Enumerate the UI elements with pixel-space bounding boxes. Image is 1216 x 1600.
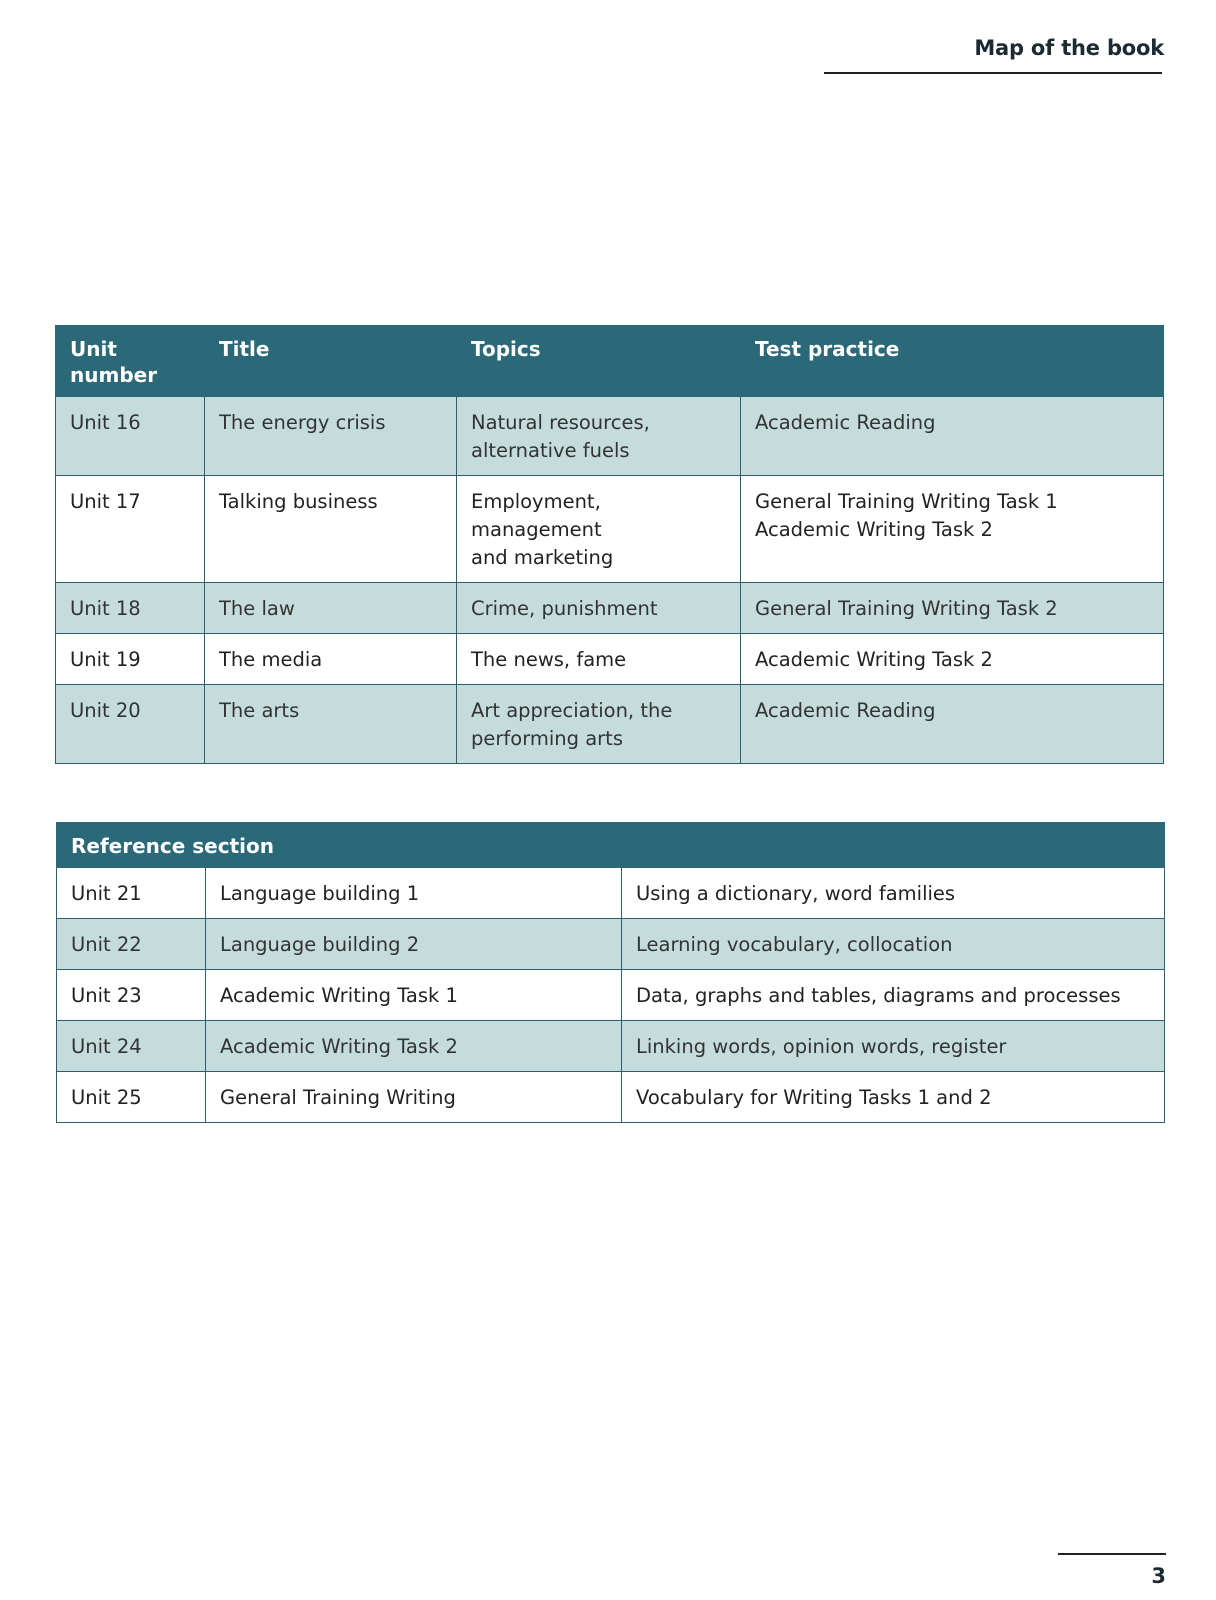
column-header-test-practice: Test practice — [741, 326, 1164, 397]
title-cell: The law — [205, 583, 457, 634]
unit-cell: Unit 18 — [56, 583, 205, 634]
reference-section-heading: Reference section — [57, 823, 1165, 868]
unit-cell: Unit 16 — [56, 397, 205, 476]
test-line: Academic Reading — [755, 699, 936, 722]
test-practice-cell — [741, 397, 1164, 476]
table-row — [56, 685, 1164, 764]
title-cell: The media — [205, 634, 457, 685]
unit-cell: Unit 24 — [57, 1021, 206, 1072]
table-row — [57, 970, 1165, 1021]
header-rule — [824, 72, 1162, 74]
title-cell: The energy crisis — [205, 397, 457, 476]
topics-line: alternative fuels — [471, 439, 630, 462]
topics-line: The news, fame — [471, 648, 627, 671]
table-row — [56, 397, 1164, 476]
unit-cell: Unit 19 — [56, 634, 205, 685]
column-header-unit-number: Unit number — [56, 326, 205, 397]
topics-line: Natural resources, — [471, 411, 650, 434]
topics-cell — [457, 583, 741, 634]
table-row — [57, 919, 1165, 970]
unit-cell: Unit 25 — [57, 1072, 206, 1123]
topics-cell — [457, 685, 741, 764]
title-cell: General Training Writing — [206, 1072, 622, 1123]
unit-cell: Unit 20 — [56, 685, 205, 764]
test-practice-cell — [741, 685, 1164, 764]
running-head-title: Map of the book — [974, 36, 1164, 60]
title-cell: Academic Writing Task 2 — [206, 1021, 622, 1072]
table-row — [57, 868, 1165, 919]
footer-rule — [1058, 1553, 1166, 1555]
units-table — [55, 325, 1164, 764]
topics-line: Art appreciation, the — [471, 699, 673, 722]
unit-cell: Unit 23 — [57, 970, 206, 1021]
test-line: Academic Reading — [755, 411, 936, 434]
test-line: Academic Writing Task 2 — [755, 518, 993, 541]
table-row — [57, 1072, 1165, 1123]
test-practice-cell — [741, 476, 1164, 583]
topics-cell: Using a dictionary, word families — [622, 868, 1165, 919]
column-header-title: Title — [205, 326, 457, 397]
topics-line: and marketing — [471, 546, 614, 569]
test-line: General Training Writing Task 1 — [755, 490, 1058, 513]
unit-cell: Unit 17 — [56, 476, 205, 583]
unit-cell: Unit 22 — [57, 919, 206, 970]
topics-line: Employment, management — [471, 490, 602, 541]
column-header-topics: Topics — [457, 326, 741, 397]
test-line: General Training Writing Task 2 — [755, 597, 1058, 620]
page-number: 3 — [1151, 1564, 1166, 1588]
unit-cell: Unit 21 — [57, 868, 206, 919]
title-cell: Language building 1 — [206, 868, 622, 919]
reference-section-header — [57, 823, 1165, 868]
table-row — [57, 1021, 1165, 1072]
units-table-header — [56, 326, 1164, 397]
topics-cell: Vocabulary for Writing Tasks 1 and 2 — [622, 1072, 1165, 1123]
topics-cell: Linking words, opinion words, register — [622, 1021, 1165, 1072]
topics-cell — [457, 634, 741, 685]
test-line: Academic Writing Task 2 — [755, 648, 993, 671]
title-cell: Talking business — [205, 476, 457, 583]
title-cell: Language building 2 — [206, 919, 622, 970]
topics-line: Crime, punishment — [471, 597, 658, 620]
table-row — [56, 476, 1164, 583]
table-row — [56, 634, 1164, 685]
test-practice-cell — [741, 634, 1164, 685]
topics-cell: Learning vocabulary, collocation — [622, 919, 1165, 970]
test-practice-cell — [741, 583, 1164, 634]
topics-cell — [457, 476, 741, 583]
title-cell: The arts — [205, 685, 457, 764]
title-cell: Academic Writing Task 1 — [206, 970, 622, 1021]
table-row — [56, 583, 1164, 634]
reference-section-table — [56, 822, 1165, 1123]
topics-cell: Data, graphs and tables, diagrams and processes — [622, 970, 1165, 1021]
topics-line: performing arts — [471, 727, 623, 750]
topics-cell — [457, 397, 741, 476]
